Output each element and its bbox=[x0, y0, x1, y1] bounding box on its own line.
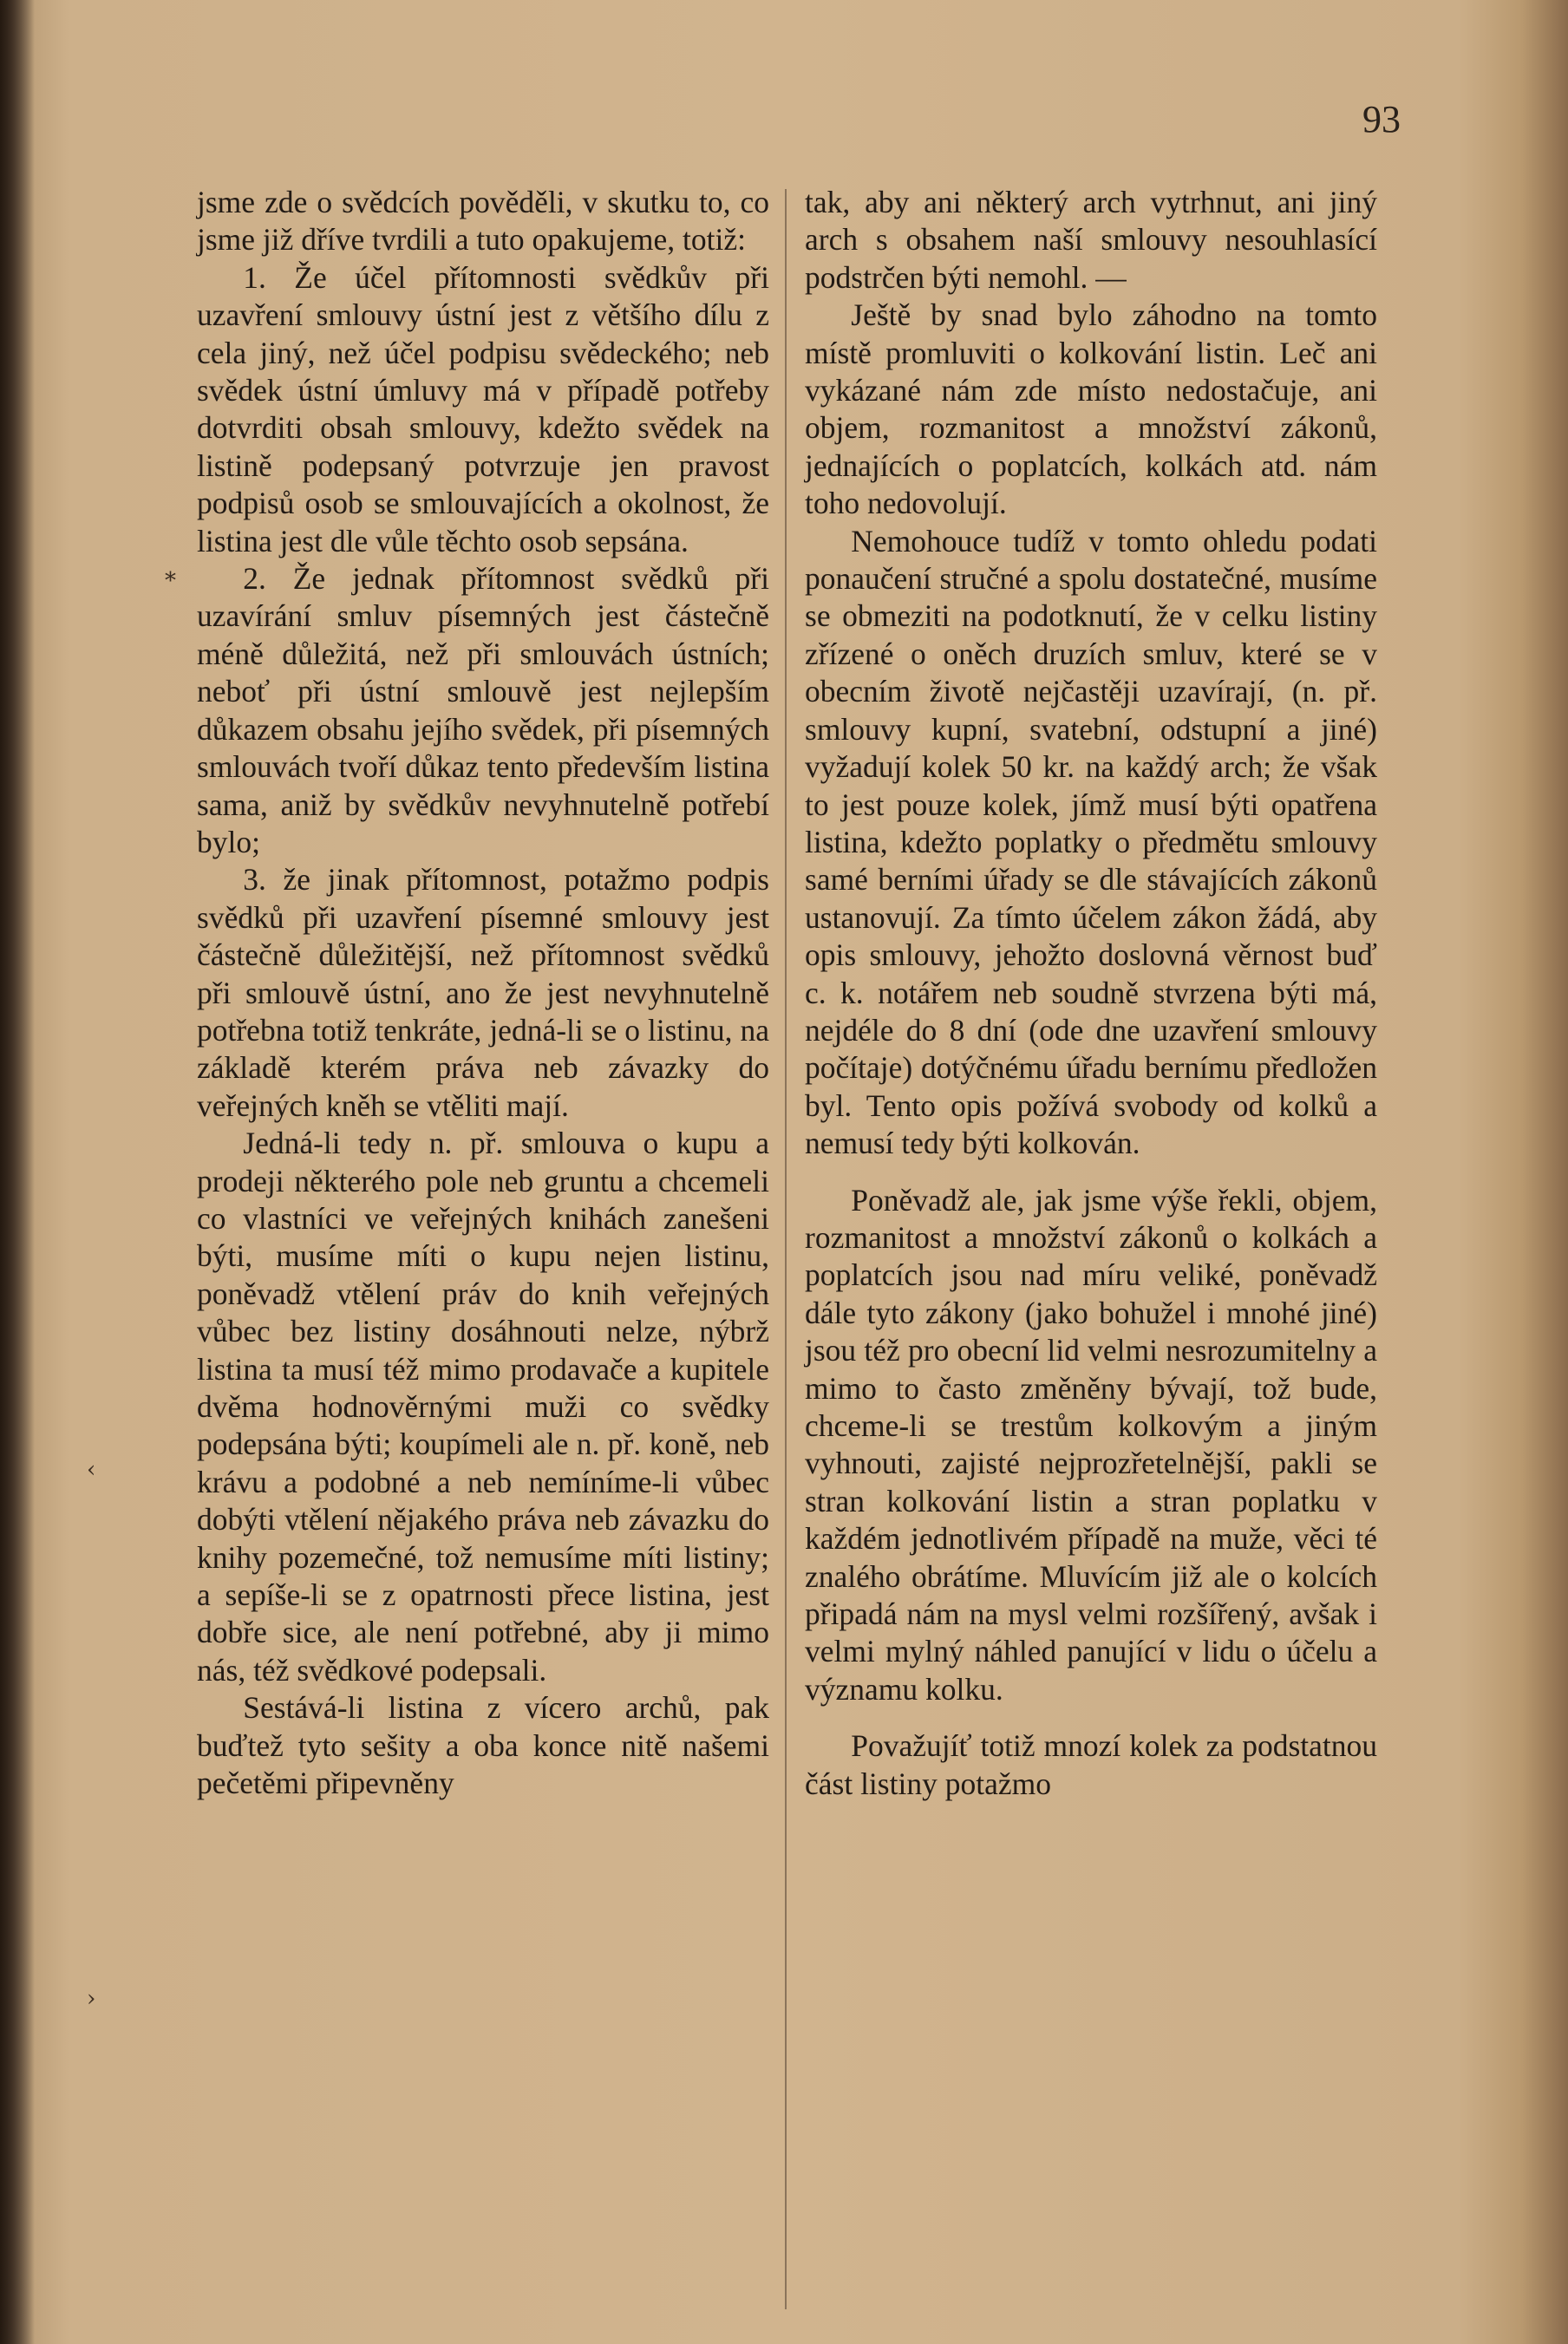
page-number: 93 bbox=[1362, 98, 1401, 140]
paragraph: Ještě by snad bylo záhodno na tomto místě promluviti o kolkování listin. Leč ani vykázané nám zde místo nedostačuje, ani objem, rozmanitost a množství zákonů, jednajících o poplatcích, kolkách atd. nám toho nedovolují. bbox=[805, 297, 1377, 521]
right-text-column bbox=[805, 184, 1377, 1803]
left-text-column bbox=[197, 184, 769, 1802]
paragraph: 2. Že jednak přítomnost svědků při uzavírání smluv písemných jest částečně méně důležitá, než při smlouvách ústních; neboť při ústní smlouvě jest nejlepším důkazem obsahu jejího svědek, při písemných smlouvách tvoří důkaz tento především listina sama, aniž by svědkův nevyhnutelně potřebí bylo; bbox=[197, 561, 769, 859]
margin-mark: * bbox=[165, 568, 176, 594]
paragraph: Považujíť totiž mnozí kolek za podstatnou část listiny potažmo bbox=[805, 1728, 1377, 1801]
column-divider bbox=[785, 189, 787, 2309]
paragraph: Sestává-li listina z vícero archů, pak buďtež tyto sešity a oba konce nitě našemi pečetěmi připevněny bbox=[197, 1690, 769, 1801]
margin-mark: ‹ bbox=[87, 1457, 96, 1483]
paragraph: Nemohouce tudíž v tomto ohledu podati ponaučení stručné a spolu dostatečné, musíme se obmeziti na podotknutí, že v celku listiny zřízené o oněch druzích smluv, které se v obecním životě nejčastěji uzavírají, (n. př. smlouvy kupní, svatební, odstupní a jiné) vyžadují kolek 50 kr. na každý arch; že však to jest pouze kolek, jímž musí býti opatřena listina, kdežto poplatky o předmětu smlouvy samé berními úřady se dle stávajících zákonů ustanovují. Za tímto účelem zákon žádá, aby opis smlouvy, jehožto doslovná věrnost buď c. k. notářem neb soudně stvrzena býti má, nejdéle do 8 dní (ode dne uzavření smlouvy počítaje) dotýčnému úřadu bernímu předložen byl. Tento opis požívá svobody od kolků a nemusí tedy býti kolkován. bbox=[805, 523, 1377, 1161]
binding-shadow bbox=[0, 0, 35, 2344]
paragraph: jsme zde o svědcích pověděli, v skutku to, co jsme již dříve tvrdili a tuto opakujeme, totiž: bbox=[197, 185, 769, 258]
paragraph: Jedná-li tedy n. př. smlouva o kupu a prodeji některého pole neb gruntu a chcemeli co vlastníci ve veřejných knihách zanešeni býti, musíme míti o kupu nejen listinu, poněvadž vtělení práv do knih veřejných vůbec bez listiny dosáhnouti nelze, nýbrž listina ta musí též mimo prodavače a kupitele dvěma hodnověrnými muži co svědky podepsána býti; koupímeli ale n. př. koně, neb krávu a podobné a neb nemíníme-li vůbec dobýti vtělení nějakého práva neb závazku do knihy pozemečné, tož nemusíme míti listiny; a sepíše-li se z opatrnosti přece listina, jest dobře sice, ale není potřebné, aby ji mimo nás, též svědkové podepsali. bbox=[197, 1126, 769, 1688]
margin-mark: › bbox=[87, 1986, 96, 2012]
paragraph: 3. že jinak přítomnost, potažmo podpis svědků při uzavření písemné smlouvy jest částečně důležitější, než přítomnost svědků při smlouvě ústní, ano že jest nevyhnutelně potřebna totiž tenkráte, jedná-li se o listinu, na základě kterém práva neb závazky do veřejných kněh se vtěliti mají. bbox=[197, 862, 769, 1123]
paragraph: tak, aby ani některý arch vytrhnut, ani jiný arch s obsahem naší smlouvy nesouhlasící podstrčen býti nemohl. — bbox=[805, 185, 1377, 295]
paragraph: Poněvadž ale, jak jsme výše řekli, objem, rozmanitost a množství zákonů o kolkách a poplatcích jsou nad míru veliké, poněvadž dále tyto zákony (jako bohužel i mnohé jiné) jsou též pro obecní lid velmi nesrozumitelny a mimo to často změněny bývají, tož bude, chceme-li se trestům kolkovým a jiným vyhnouti, zajisté nejprozřetelnější, pakli se stran kolkování listin a stran poplatku v každém jednotlivém případě na muže, věci té znalého obrátíme. Mluvícím již ale o kolcích připadá nám na mysl velmi rozšířený, avšak i velmi mylný náhled panující v lidu o účelu a významu kolku. bbox=[805, 1182, 1377, 1707]
paragraph: 1. Že účel přítomnosti svědkův při uzavření smlouvy ústní jest z většího dílu z cela jiný, než účel podpisu svědeckého; neb svědek ústní úmluvy má v případě potřeby dotvrditi obsah smlouvy, kdežto svědek na listině podepsaný potvrzuje jen pravost podpisů osob se smlouvajících a okolnost, že listina jest dle vůle těchto osob sepsána. bbox=[197, 259, 769, 558]
